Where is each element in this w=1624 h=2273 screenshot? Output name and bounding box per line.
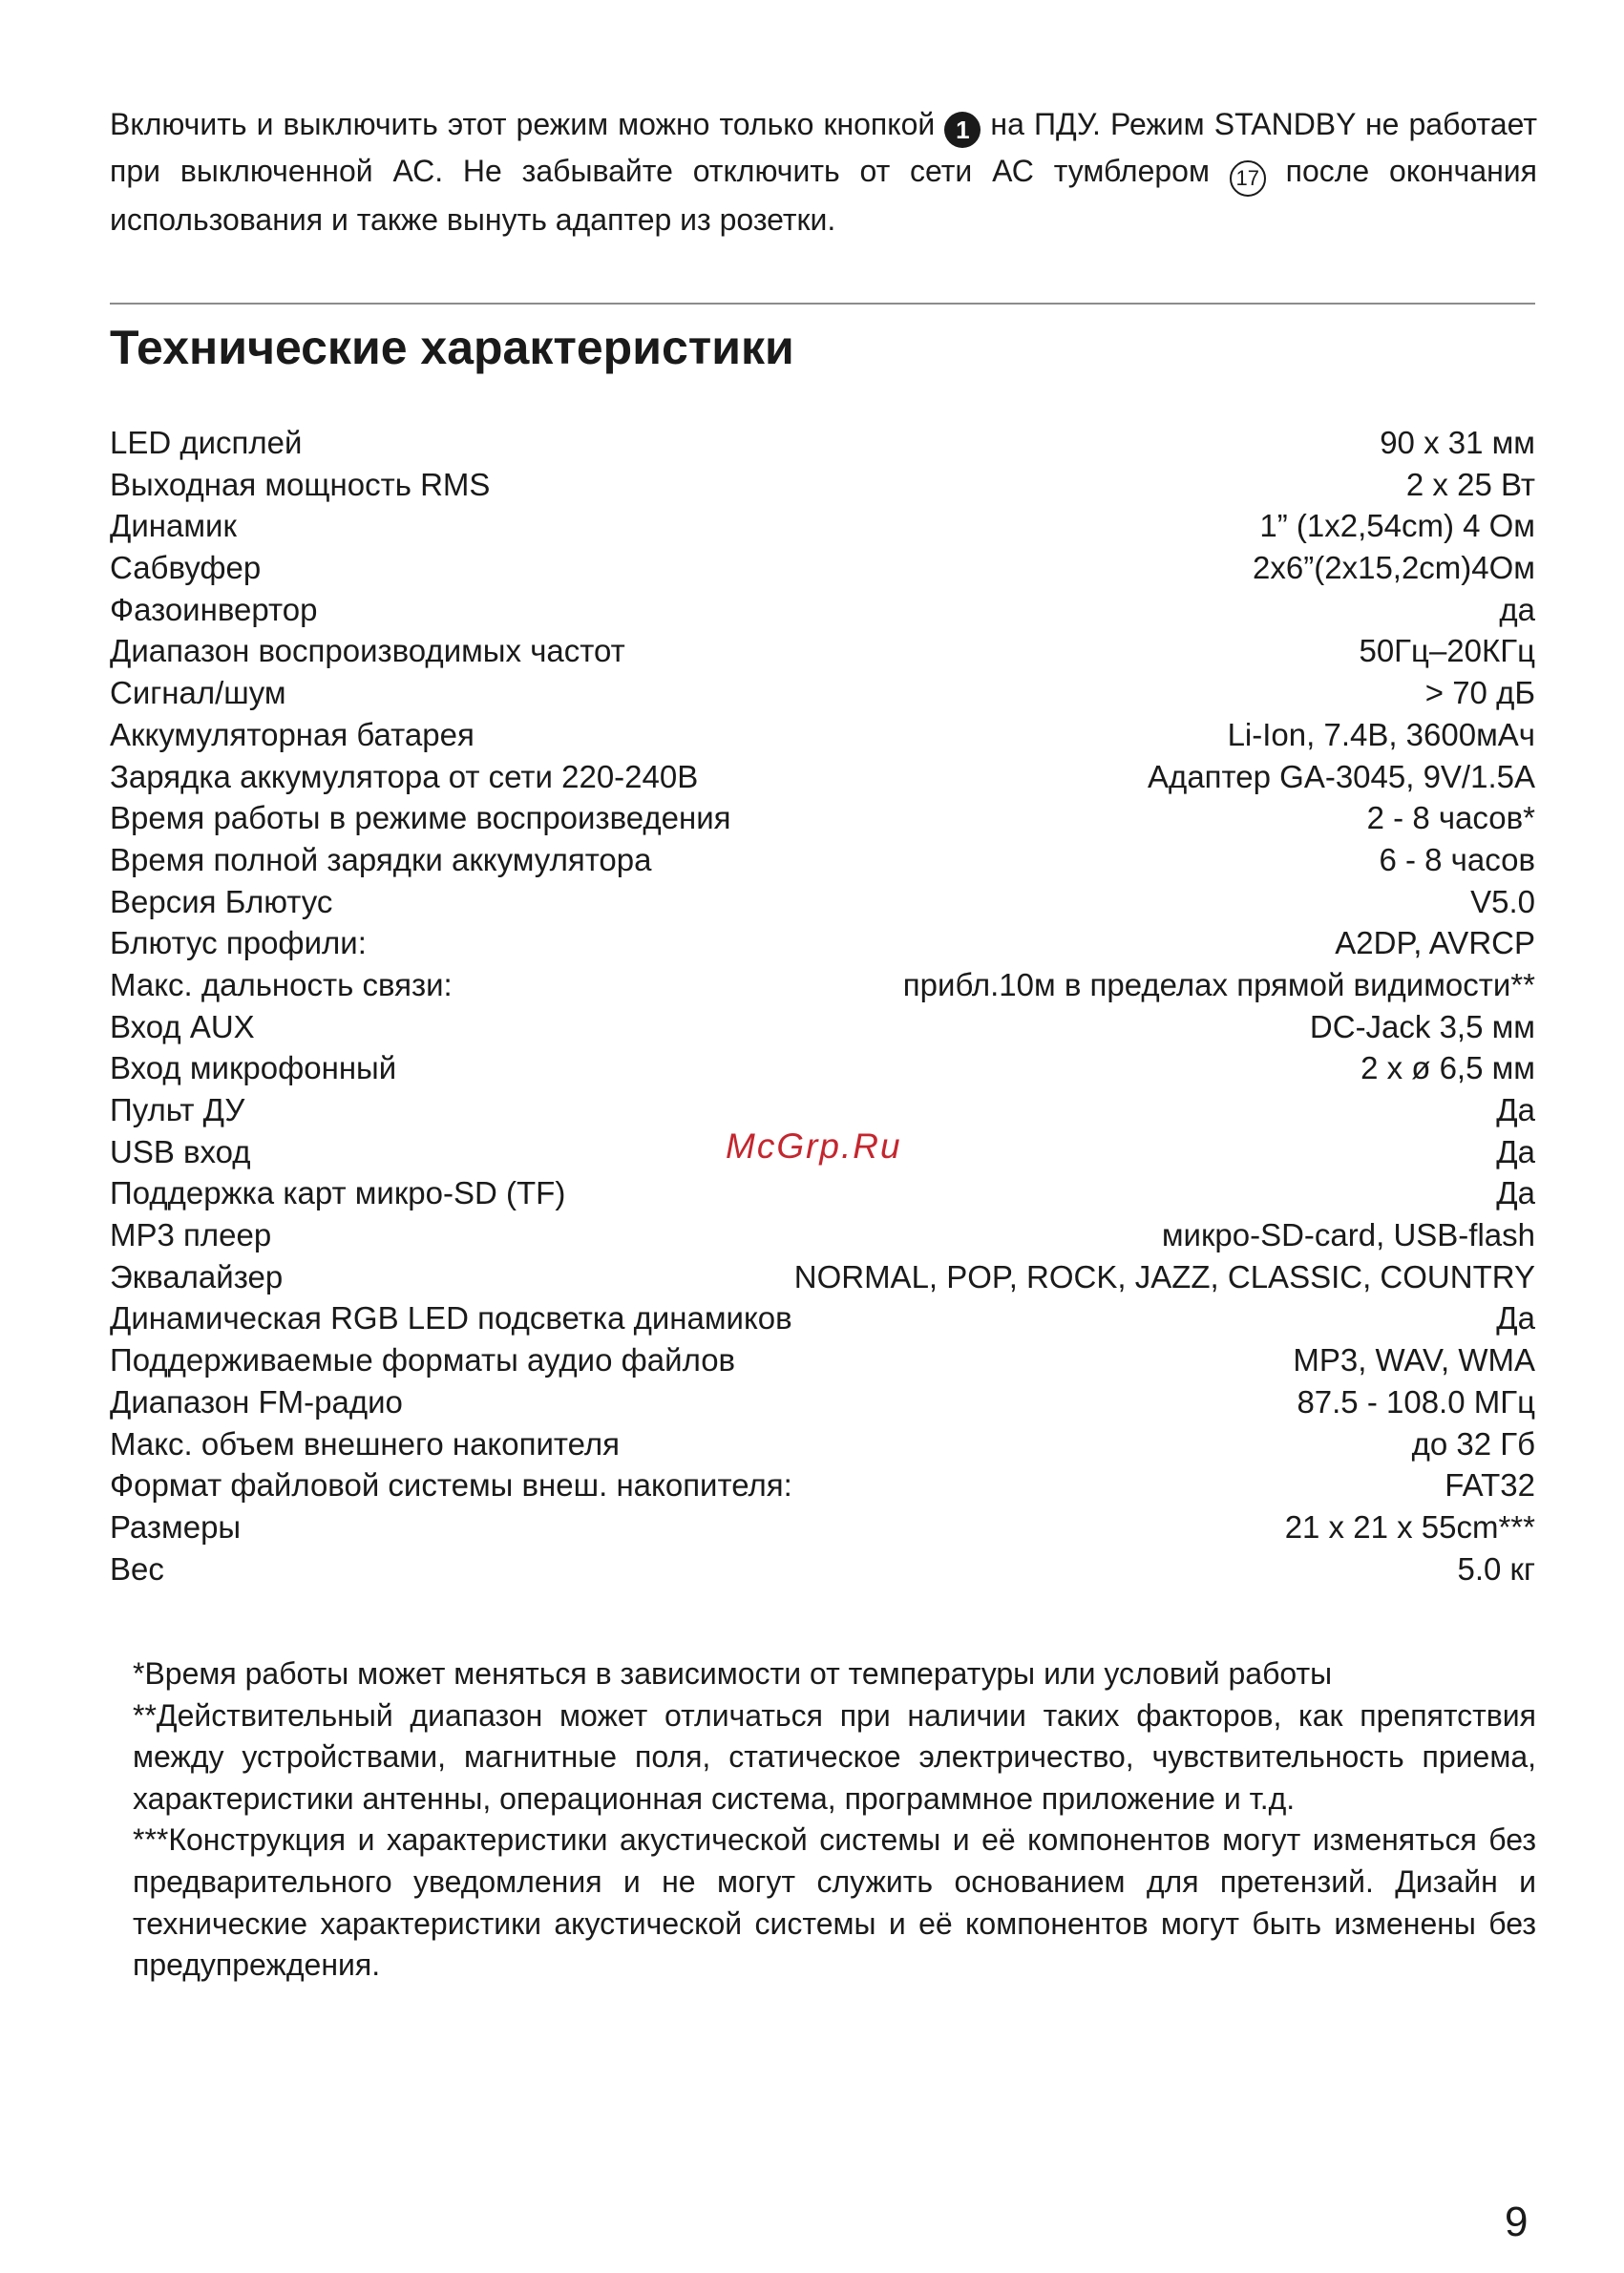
spec-row (110, 1548, 1535, 1590)
spec-row (110, 1381, 1535, 1423)
spec-label: Поддерживаемые форматы аудио файлов (110, 1342, 736, 1379)
spec-value: 2 x ø 6,5 мм (1360, 1050, 1535, 1086)
spec-row (110, 714, 1535, 756)
spec-row (110, 1297, 1535, 1339)
page-number: 9 (1505, 2199, 1529, 2245)
spec-value: A2DP, AVRCP (1335, 925, 1535, 961)
spec-value: 50Гц–20КГц (1359, 633, 1535, 669)
spec-label: Пульт ДУ (110, 1092, 245, 1127)
spec-label: Размеры (110, 1508, 242, 1545)
spec-label: Время работы в режиме воспроизведения (110, 800, 731, 836)
spec-value: прибл.10м в пределах прямой видимости** (902, 966, 1535, 1002)
spec-label: Сигнал/шум (110, 675, 286, 711)
spec-row (110, 1006, 1535, 1048)
spec-row (110, 1214, 1535, 1256)
spec-label: Динамик (110, 508, 237, 544)
spec-value: до 32 Гб (1411, 1425, 1535, 1462)
spec-value: V5.0 (1470, 883, 1535, 919)
spec-label: Блютус профили: (110, 925, 367, 961)
page-title: Технические характеристики (110, 321, 794, 374)
spec-value: 2 x 25 Вт (1405, 466, 1535, 502)
intro-text (110, 101, 1537, 242)
intro-part-3: после окончания использования и также вынуть адаптер из розетки. (110, 154, 1538, 237)
spec-row (110, 1256, 1535, 1298)
spec-row (110, 547, 1535, 589)
spec-row (110, 964, 1535, 1006)
spec-label: MP3 плеер (110, 1217, 272, 1253)
spec-label: Сабвуфер (110, 550, 262, 586)
switch-number-icon: 17 (1230, 160, 1266, 197)
spec-value: Да (1496, 1300, 1535, 1336)
spec-value: 2x6”(2x15,2cm)4Ом (1253, 550, 1535, 586)
footnote: *Время работы может меняться в зависимости от температуры или условий работы (133, 1656, 1333, 1691)
spec-row (110, 1172, 1535, 1214)
spec-row (110, 1423, 1535, 1465)
spec-value: микро-SD-card, USB-flash (1161, 1217, 1535, 1253)
spec-label: Вес (110, 1550, 164, 1587)
spec-row (110, 839, 1535, 881)
spec-table (110, 422, 1535, 1589)
footnotes (133, 1653, 1536, 1987)
spec-label: Диапазон FM-радио (110, 1383, 403, 1420)
spec-value: Адаптер GA-3045, 9V/1.5A (1148, 758, 1535, 794)
spec-row (110, 881, 1535, 923)
spec-label: Зарядка аккумулятора от сети 220-240В (110, 758, 699, 794)
spec-value: Li-Ion, 7.4В, 3600мАч (1227, 716, 1535, 752)
spec-label: Аккумуляторная батарея (110, 716, 475, 752)
spec-row (110, 1506, 1535, 1548)
spec-value: 87.5 - 108.0 МГц (1297, 1383, 1535, 1420)
spec-value: Да (1496, 1133, 1535, 1169)
spec-label: Выходная мощность RMS (110, 466, 491, 502)
spec-row (110, 1464, 1535, 1506)
spec-value: 5.0 кг (1457, 1550, 1535, 1587)
spec-value: DC-Jack 3,5 мм (1309, 1008, 1535, 1044)
intro-part-2: на ПДУ. Режим STANDBY не работает при выключенной АС. Не забывайте отключить от сети АС тумблером (110, 107, 1537, 188)
spec-row (110, 464, 1535, 506)
spec-row (110, 672, 1535, 714)
footnote: **Действительный диапазон может отличаться при наличии таких факторов, как препятствия между устройствами, магнитные поля, статическое электричество, чувствительность приема, характеристики антенны, операционная система, программное приложение и т.д. (133, 1697, 1536, 1816)
spec-label: Эквалайзер (110, 1258, 284, 1294)
spec-value: да (1499, 591, 1535, 627)
spec-value: 2 - 8 часов* (1366, 800, 1535, 836)
spec-value: > 70 дБ (1424, 675, 1535, 711)
spec-label: USB вход (110, 1133, 251, 1169)
spec-value: MP3, WAV, WMA (1293, 1342, 1535, 1379)
intro-part-1: Включить и выключить этот режим можно только кнопкой (110, 107, 936, 141)
intro-paragraph (110, 101, 1537, 242)
footnote: ***Конструкция и характеристики акустической системы и её компонентов могут изменяться без предварительного уведомления и не могут служить основанием для претензий. Дизайн и технические характеристики акустической системы и её компонентов могут быть изменены без предупреждения. (133, 1822, 1536, 1983)
spec-value: 1” (1x2,54cm) 4 Ом (1259, 508, 1535, 544)
spec-label: Динамическая RGB LED подсветка динамиков (110, 1300, 792, 1336)
spec-value: Да (1496, 1175, 1535, 1211)
spec-label: Фазоинвертор (110, 591, 318, 627)
spec-row (110, 922, 1535, 964)
spec-label: Время полной зарядки аккумулятора (110, 841, 652, 877)
spec-row (110, 422, 1535, 464)
spec-row (110, 1339, 1535, 1381)
spec-row (110, 1089, 1535, 1131)
spec-row (110, 756, 1535, 798)
spec-label: Версия Блютус (110, 883, 333, 919)
section-divider (110, 303, 1535, 305)
spec-value: 90 x 31 мм (1380, 425, 1535, 460)
watermark: McGrp.Ru (726, 1126, 902, 1166)
spec-row (110, 1047, 1535, 1089)
spec-row (110, 589, 1535, 631)
spec-label: Вход AUX (110, 1008, 255, 1044)
button-number-icon: 1 (944, 112, 981, 148)
spec-value: NORMAL, POP, ROCK, JAZZ, CLASSIC, COUNTRY (793, 1258, 1535, 1294)
spec-label: Поддержка карт микро-SD (TF) (110, 1175, 566, 1211)
spec-value: 6 - 8 часов (1379, 841, 1535, 877)
spec-label: Формат файловой системы внеш. накопителя: (110, 1467, 792, 1504)
spec-label: Вход микрофонный (110, 1050, 397, 1086)
spec-label: LED дисплей (110, 425, 303, 460)
spec-value: Да (1496, 1092, 1535, 1127)
spec-row (110, 505, 1535, 547)
spec-value: FAT32 (1445, 1467, 1535, 1504)
spec-label: Макс. объем внешнего накопителя (110, 1425, 621, 1462)
spec-label: Диапазон воспроизводимых частот (110, 633, 625, 669)
spec-row (110, 797, 1535, 839)
spec-row (110, 630, 1535, 672)
spec-label: Макс. дальность связи: (110, 966, 453, 1002)
spec-value: 21 x 21 x 55cm*** (1284, 1508, 1535, 1545)
